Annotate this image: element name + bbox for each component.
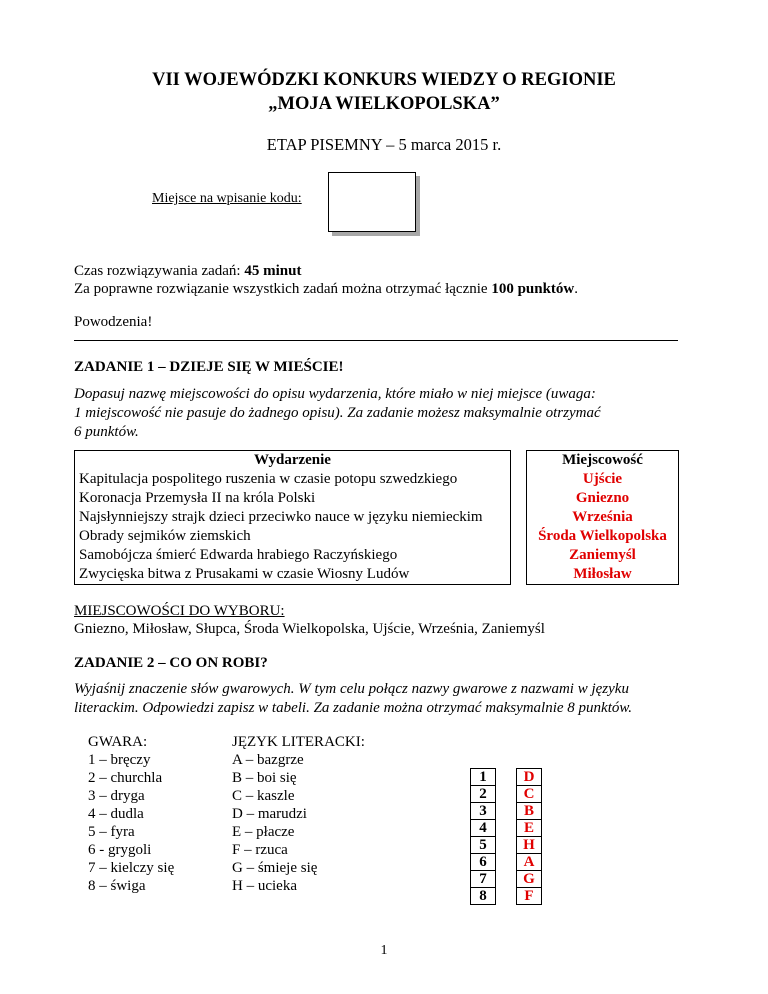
place-answer: Ujście <box>527 470 679 489</box>
event-cell: Kapitulacja pospolitego ruszenia w czasie potopu szwedzkiego <box>75 470 511 489</box>
points-prefix: Za poprawne rozwiązanie wszystkich zadań można otrzymać łącznie <box>74 281 492 297</box>
dialect-item: 2 – churchla <box>88 770 163 786</box>
task1-heading: ZADANIE 1 – DZIEJE SIĘ W MIEŚCIE! <box>74 359 344 375</box>
answer-number: 2 <box>471 786 496 803</box>
good-luck: Powodzenia! <box>74 314 153 330</box>
event-cell: Samobójcza śmierć Edwarda hrabiego Raczyńskiego <box>75 546 511 565</box>
event-cell: Koronacja Przemysła II na króla Polski <box>75 489 511 508</box>
events-header: Wydarzenie <box>75 451 511 471</box>
code-label: Miejsce na wpisanie kodu: <box>152 191 302 206</box>
place-answer: Gniezno <box>527 489 679 508</box>
events-table <box>74 450 511 585</box>
code-entry-box[interactable] <box>328 172 416 232</box>
points-info <box>74 280 578 298</box>
answer-number: 6 <box>471 854 496 871</box>
task2-heading: ZADANIE 2 – CO ON ROBI? <box>74 655 268 671</box>
stage-subtitle: ETAP PISEMNY – 5 marca 2015 r. <box>266 135 502 154</box>
place-answer: Środa Wielkopolska <box>527 527 679 546</box>
literary-item: F – rzuca <box>232 842 288 858</box>
choices-label: MIEJSCOWOŚCI DO WYBORU: <box>74 603 285 619</box>
dialect-header: GWARA: <box>88 734 148 750</box>
answer-table <box>470 768 542 905</box>
time-prefix: Czas rozwiązywania zadań: <box>74 263 245 279</box>
answer-letter[interactable]: E <box>517 820 542 837</box>
answer-number: 7 <box>471 871 496 888</box>
literary-item: H – ucieka <box>232 878 297 894</box>
dialect-item: 7 – kielczy się <box>88 860 175 876</box>
event-cell: Najsłynniejszy strajk dzieci przeciwko nauce w języku niemieckim <box>75 508 511 527</box>
event-cell: Obrady sejmików ziemskich <box>75 527 511 546</box>
title-line-1: VII WOJEWÓDZKI KONKURS WIEDZY O REGIONIE <box>152 70 616 90</box>
literary-list <box>232 733 365 895</box>
literary-item: A – bazgrze <box>232 752 304 768</box>
task1-instruction-line-2: 1 miejscowość nie pasuje do żadnego opisu). Za zadanie możesz maksymalnie otrzymać <box>74 405 601 421</box>
literary-item: E – płacze <box>232 824 295 840</box>
choices-list: Gniezno, Miłosław, Słupca, Środa Wielkopolska, Ujście, Września, Zaniemyśl <box>74 621 545 637</box>
answer-number: 1 <box>471 769 496 786</box>
dialect-item: 5 – fyra <box>88 824 135 840</box>
answer-letter[interactable]: D <box>517 769 542 786</box>
answer-letter[interactable]: G <box>517 871 542 888</box>
places-header: Miejscowość <box>527 451 679 471</box>
task1-instruction-line-3: 6 punktów. <box>74 424 139 440</box>
task2-instruction-line-2: literackim. Odpowiedzi zapisz w tabeli. Za zadanie można otrzymać maksymalnie 8 punktów. <box>74 700 633 716</box>
literary-item: G – śmieje się <box>232 860 318 876</box>
literary-item: C – kaszle <box>232 788 295 804</box>
answer-number: 3 <box>471 803 496 820</box>
literary-item: B – boi się <box>232 770 297 786</box>
answer-number: 4 <box>471 820 496 837</box>
dialect-list <box>88 733 174 895</box>
dialect-item: 8 – świga <box>88 878 146 894</box>
place-answer: Września <box>527 508 679 527</box>
dialect-item: 6 - grygoli <box>88 842 152 858</box>
answer-letter[interactable]: F <box>517 888 542 905</box>
divider <box>74 340 678 341</box>
time-value: 45 minut <box>244 263 302 279</box>
event-cell: Zwycięska bitwa z Prusakami w czasie Wiosny Ludów <box>75 565 511 585</box>
dialect-item: 4 – dudla <box>88 806 144 822</box>
points-suffix: . <box>574 281 579 297</box>
points-value: 100 punktów <box>491 281 575 297</box>
dialect-item: 1 – bręczy <box>88 752 151 768</box>
time-info <box>74 262 301 280</box>
answer-number: 8 <box>471 888 496 905</box>
answer-letter[interactable]: H <box>517 837 542 854</box>
place-answer: Miłosław <box>527 565 679 585</box>
places-table <box>526 450 679 585</box>
title-line-2: „MOJA WIELKOPOLSKA” <box>268 94 500 114</box>
answer-letter[interactable]: C <box>517 786 542 803</box>
page-number: 1 <box>380 943 388 958</box>
answer-letter[interactable]: A <box>517 854 542 871</box>
place-answer: Zaniemyśl <box>527 546 679 565</box>
answer-number: 5 <box>471 837 496 854</box>
task2-instruction-line-1: Wyjaśnij znaczenie słów gwarowych. W tym celu połącz nazwy gwarowe z nazwami w języku <box>74 681 629 697</box>
literary-header: JĘZYK LITERACKI: <box>232 734 365 750</box>
answer-letter[interactable]: B <box>517 803 542 820</box>
dialect-item: 3 – dryga <box>88 788 145 804</box>
task1-instruction-line-1: Dopasuj nazwę miejscowości do opisu wydarzenia, które miało w niej miejsce (uwaga: <box>74 386 596 402</box>
literary-item: D – marudzi <box>232 806 307 822</box>
